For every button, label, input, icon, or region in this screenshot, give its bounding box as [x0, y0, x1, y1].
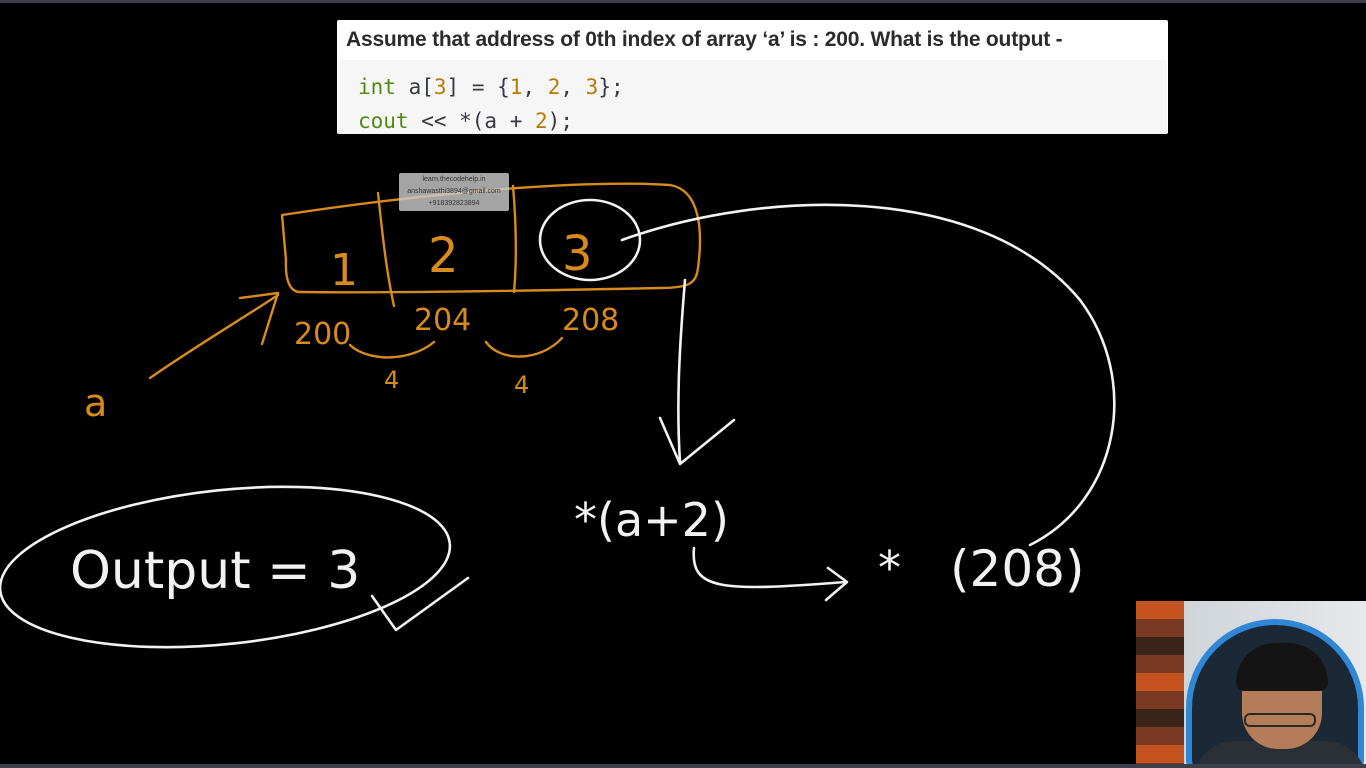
watermark-site: learn.thecodehelp.in [422, 176, 486, 183]
window-bottom-bar [0, 764, 1366, 768]
address-2: 208 [562, 303, 620, 338]
acoustic-panel [1136, 709, 1184, 727]
watermark-email: anshawasthi3894@gmail.com [407, 188, 501, 195]
transform-arrow [694, 548, 845, 587]
output-text: Output = 3 [70, 541, 361, 601]
code-text: , [522, 75, 548, 99]
down-arrowhead [660, 418, 734, 464]
code-text: a[ [395, 75, 434, 99]
pointer-label-a: a [84, 381, 108, 425]
gap-label-1: 4 [384, 366, 400, 394]
code-keyword: cout [358, 109, 409, 133]
gap-arc-2 [486, 338, 562, 357]
code-text: ] = { [446, 75, 510, 99]
down-arrow [678, 280, 685, 462]
watermark [399, 173, 509, 211]
question-text: Assume that address of 0th index of array ‘a’ is : 200. What is the output - [346, 28, 1063, 51]
code-text: ); [547, 109, 573, 133]
array-cell-0: 1 [330, 245, 358, 296]
array-divider-2 [513, 186, 516, 292]
acoustic-panel [1136, 673, 1184, 691]
array-cell-2: 3 [562, 226, 593, 282]
code-text: << *(a + [408, 109, 536, 133]
gap-label-2: 4 [514, 371, 530, 399]
pointer-arrowhead [240, 293, 278, 344]
webcam-overlay [1136, 601, 1366, 764]
code-keyword: int [358, 75, 396, 99]
array-divider-1 [378, 193, 394, 306]
watermark-phone: +918392823894 [428, 200, 480, 207]
deref-prefix: * [878, 541, 901, 595]
code-text: }; [598, 75, 624, 99]
code-number: 3 [585, 75, 599, 99]
acoustic-panel [1136, 745, 1184, 763]
array-cell-1: 2 [428, 228, 459, 284]
tick-mark [372, 578, 468, 630]
code-number: 1 [509, 75, 523, 99]
expression-label: *(a+2) [574, 493, 729, 547]
person-glasses [1244, 713, 1316, 727]
address-0: 200 [294, 317, 352, 352]
deref-value: (208) [950, 540, 1085, 598]
acoustic-panel [1136, 601, 1184, 619]
code-number: 3 [433, 75, 447, 99]
pointer-arrow [150, 295, 278, 378]
acoustic-panel [1136, 637, 1184, 655]
code-number: 2 [535, 109, 548, 133]
code-number: 2 [547, 75, 561, 99]
gap-arc-1 [350, 342, 434, 357]
address-1: 204 [414, 303, 472, 338]
code-text: , [560, 75, 586, 99]
